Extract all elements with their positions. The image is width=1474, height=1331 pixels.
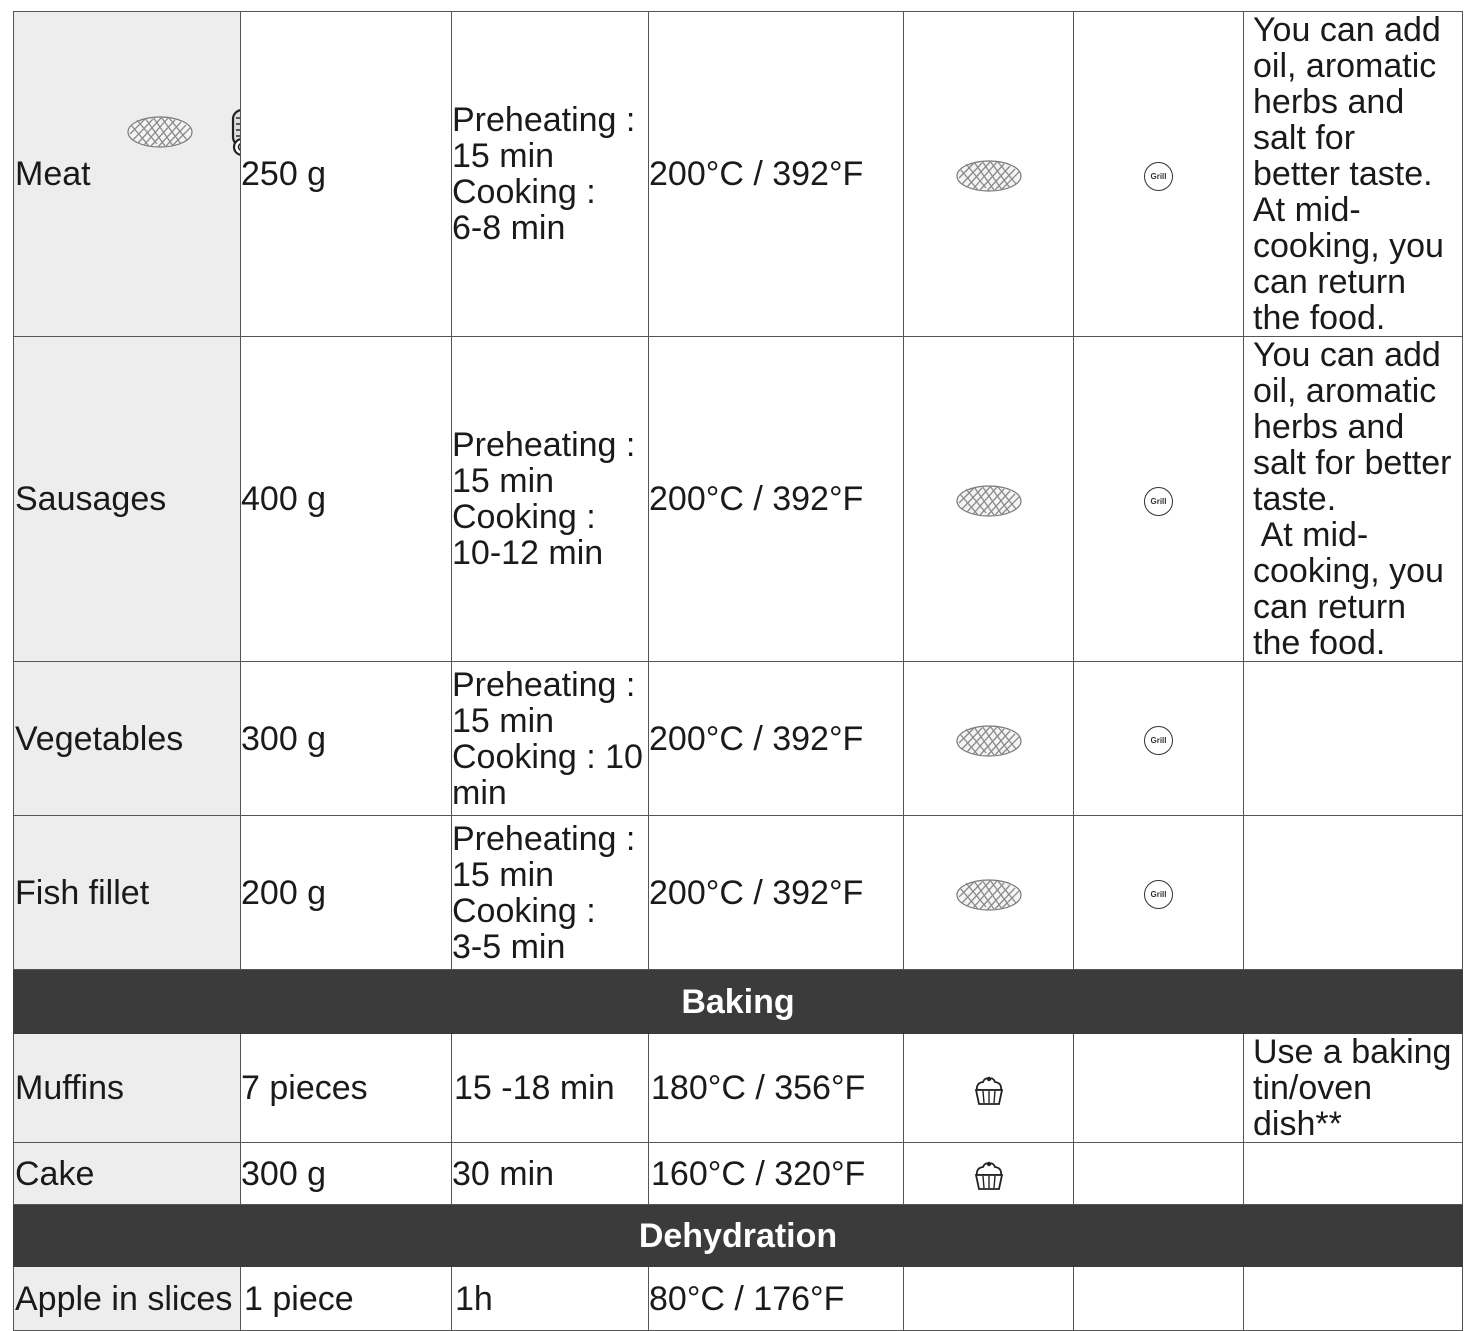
notes-cell bbox=[1244, 12, 1463, 337]
food-cell bbox=[14, 337, 241, 662]
mode-cell bbox=[1074, 1267, 1244, 1331]
time-cell bbox=[452, 816, 649, 970]
note-line: can return bbox=[1253, 263, 1407, 301]
cooking-table bbox=[13, 11, 1463, 1331]
quantity-cell: 7 pieces bbox=[241, 1034, 452, 1143]
food-cell bbox=[14, 12, 241, 337]
time-line: Cooking : 10 bbox=[452, 737, 643, 776]
note-line: herbs and bbox=[1253, 83, 1405, 121]
food-label: Cake bbox=[15, 1154, 95, 1193]
time-line: 10-12 min bbox=[452, 534, 604, 572]
time-cell: 30 min bbox=[452, 1143, 649, 1205]
grill-rack-icon bbox=[956, 485, 1022, 517]
grill-mode-icon: Grill bbox=[1144, 487, 1173, 516]
accessory-cell bbox=[904, 337, 1074, 662]
table-row bbox=[14, 337, 1463, 662]
section-header-baking bbox=[14, 970, 1463, 1034]
time-line: 15 min bbox=[452, 701, 555, 740]
food-cell bbox=[14, 816, 241, 970]
accessory-cell bbox=[904, 1267, 1074, 1331]
accessory-cell bbox=[904, 1034, 1074, 1143]
time-cell bbox=[452, 12, 649, 337]
note-line: dish** bbox=[1253, 1105, 1342, 1143]
mode-cell bbox=[1074, 1143, 1244, 1205]
table-row bbox=[14, 12, 1463, 337]
quantity-cell: 300 g bbox=[241, 662, 452, 816]
time-line: min bbox=[452, 773, 507, 812]
time-line: 15 min bbox=[452, 137, 555, 175]
table-row bbox=[14, 816, 1463, 970]
table-row bbox=[14, 1267, 1463, 1331]
time-line: Preheating : bbox=[452, 819, 636, 858]
time-line: 6-8 min bbox=[452, 209, 566, 247]
mode-cell bbox=[1074, 337, 1244, 662]
note-line: cooking, you bbox=[1253, 552, 1444, 590]
temperature-cell: 200°C / 392°F bbox=[649, 816, 904, 970]
mode-cell bbox=[1074, 816, 1244, 970]
time-cell bbox=[452, 337, 649, 662]
quantity-cell: 250 g bbox=[241, 12, 452, 337]
temperature-cell: 180°C / 356°F bbox=[649, 1034, 904, 1143]
quantity-cell: 200 g bbox=[241, 816, 452, 970]
notes-cell bbox=[1244, 1143, 1463, 1205]
temperature-cell: 200°C / 392°F bbox=[649, 337, 904, 662]
accessory-cell bbox=[904, 662, 1074, 816]
mode-cell bbox=[1074, 12, 1244, 337]
time-cell bbox=[452, 662, 649, 816]
note-line: salt for better bbox=[1253, 444, 1452, 482]
food-cell bbox=[14, 1143, 241, 1205]
accessory-cell bbox=[904, 816, 1074, 970]
time-line: 15 min bbox=[452, 462, 555, 500]
note-line: tin/oven bbox=[1253, 1069, 1373, 1107]
quantity-cell: 300 g bbox=[241, 1143, 452, 1205]
note-line: At mid- bbox=[1253, 191, 1361, 229]
notes-cell bbox=[1244, 1034, 1463, 1143]
note-line: You can add bbox=[1253, 11, 1441, 49]
grill-rack-icon bbox=[127, 116, 193, 148]
time-line: Preheating : bbox=[452, 665, 636, 704]
time-line: 15 min bbox=[452, 855, 555, 894]
table-row bbox=[14, 1143, 1463, 1205]
table-row bbox=[14, 1034, 1463, 1143]
grill-rack-icon bbox=[956, 160, 1022, 192]
mode-cell bbox=[1074, 662, 1244, 816]
note-line: oil, aromatic bbox=[1253, 372, 1437, 410]
time-line: Preheating : bbox=[452, 101, 636, 139]
time-line: 3-5 min bbox=[452, 927, 566, 966]
time-cell: 1h bbox=[452, 1267, 649, 1331]
section-title: Dehydration bbox=[14, 1205, 1463, 1267]
food-label: Muffins bbox=[15, 1069, 124, 1107]
food-cell bbox=[14, 1267, 241, 1331]
time-line: Cooking : bbox=[452, 173, 596, 211]
note-line: oil, aromatic bbox=[1253, 47, 1437, 85]
temperature-cell: 200°C / 392°F bbox=[649, 662, 904, 816]
note-line: the food. bbox=[1253, 624, 1386, 662]
notes-cell bbox=[1244, 337, 1463, 662]
note-line: can return bbox=[1253, 588, 1407, 626]
note-line: cooking, you bbox=[1253, 227, 1444, 265]
time-cell: 15 -18 min bbox=[452, 1034, 649, 1143]
grill-mode-icon: Grill bbox=[1144, 726, 1173, 755]
note-line: the food. bbox=[1253, 299, 1386, 337]
notes-cell bbox=[1244, 1267, 1463, 1331]
note-line: better taste. bbox=[1253, 155, 1433, 193]
food-label: Sausages bbox=[15, 480, 167, 518]
temperature-cell: 160°C / 320°F bbox=[649, 1143, 904, 1205]
note-line: You can add bbox=[1253, 336, 1441, 374]
food-cell bbox=[14, 1034, 241, 1143]
food-label: Apple in slices bbox=[15, 1279, 233, 1318]
accessory-cell bbox=[904, 12, 1074, 337]
mode-cell bbox=[1074, 1034, 1244, 1143]
temperature-cell: 200°C / 392°F bbox=[649, 12, 904, 337]
quantity-cell: 400 g bbox=[241, 337, 452, 662]
food-label: Fish fillet bbox=[15, 873, 150, 912]
note-line: taste. bbox=[1253, 480, 1337, 518]
notes-cell bbox=[1244, 816, 1463, 970]
grill-mode-icon: Grill bbox=[1144, 162, 1173, 191]
section-title: Baking bbox=[14, 970, 1463, 1034]
food-label: Vegetables bbox=[15, 719, 184, 758]
grill-rack-icon bbox=[956, 725, 1022, 757]
accessory-cell bbox=[904, 1143, 1074, 1205]
note-line: Use a baking bbox=[1253, 1033, 1452, 1071]
muffin-icon bbox=[972, 1160, 1006, 1191]
note-line: At mid- bbox=[1253, 516, 1369, 554]
time-line: Cooking : bbox=[452, 891, 596, 930]
grill-rack-icon bbox=[956, 879, 1022, 911]
table-row bbox=[14, 662, 1463, 816]
food-label: Meat bbox=[15, 155, 91, 193]
notes-cell bbox=[1244, 662, 1463, 816]
quantity-cell: 1 piece bbox=[241, 1267, 452, 1331]
time-line: Cooking : bbox=[452, 498, 596, 536]
food-cell bbox=[14, 662, 241, 816]
note-line: herbs and bbox=[1253, 408, 1405, 446]
time-line: Preheating : bbox=[452, 426, 636, 464]
muffin-icon bbox=[972, 1075, 1006, 1106]
section-header-dehydration bbox=[14, 1205, 1463, 1267]
temperature-cell: 80°C / 176°F bbox=[649, 1267, 904, 1331]
grill-mode-icon: Grill bbox=[1144, 880, 1173, 909]
thermometer-icon bbox=[219, 108, 241, 158]
note-line: salt for bbox=[1253, 119, 1356, 157]
